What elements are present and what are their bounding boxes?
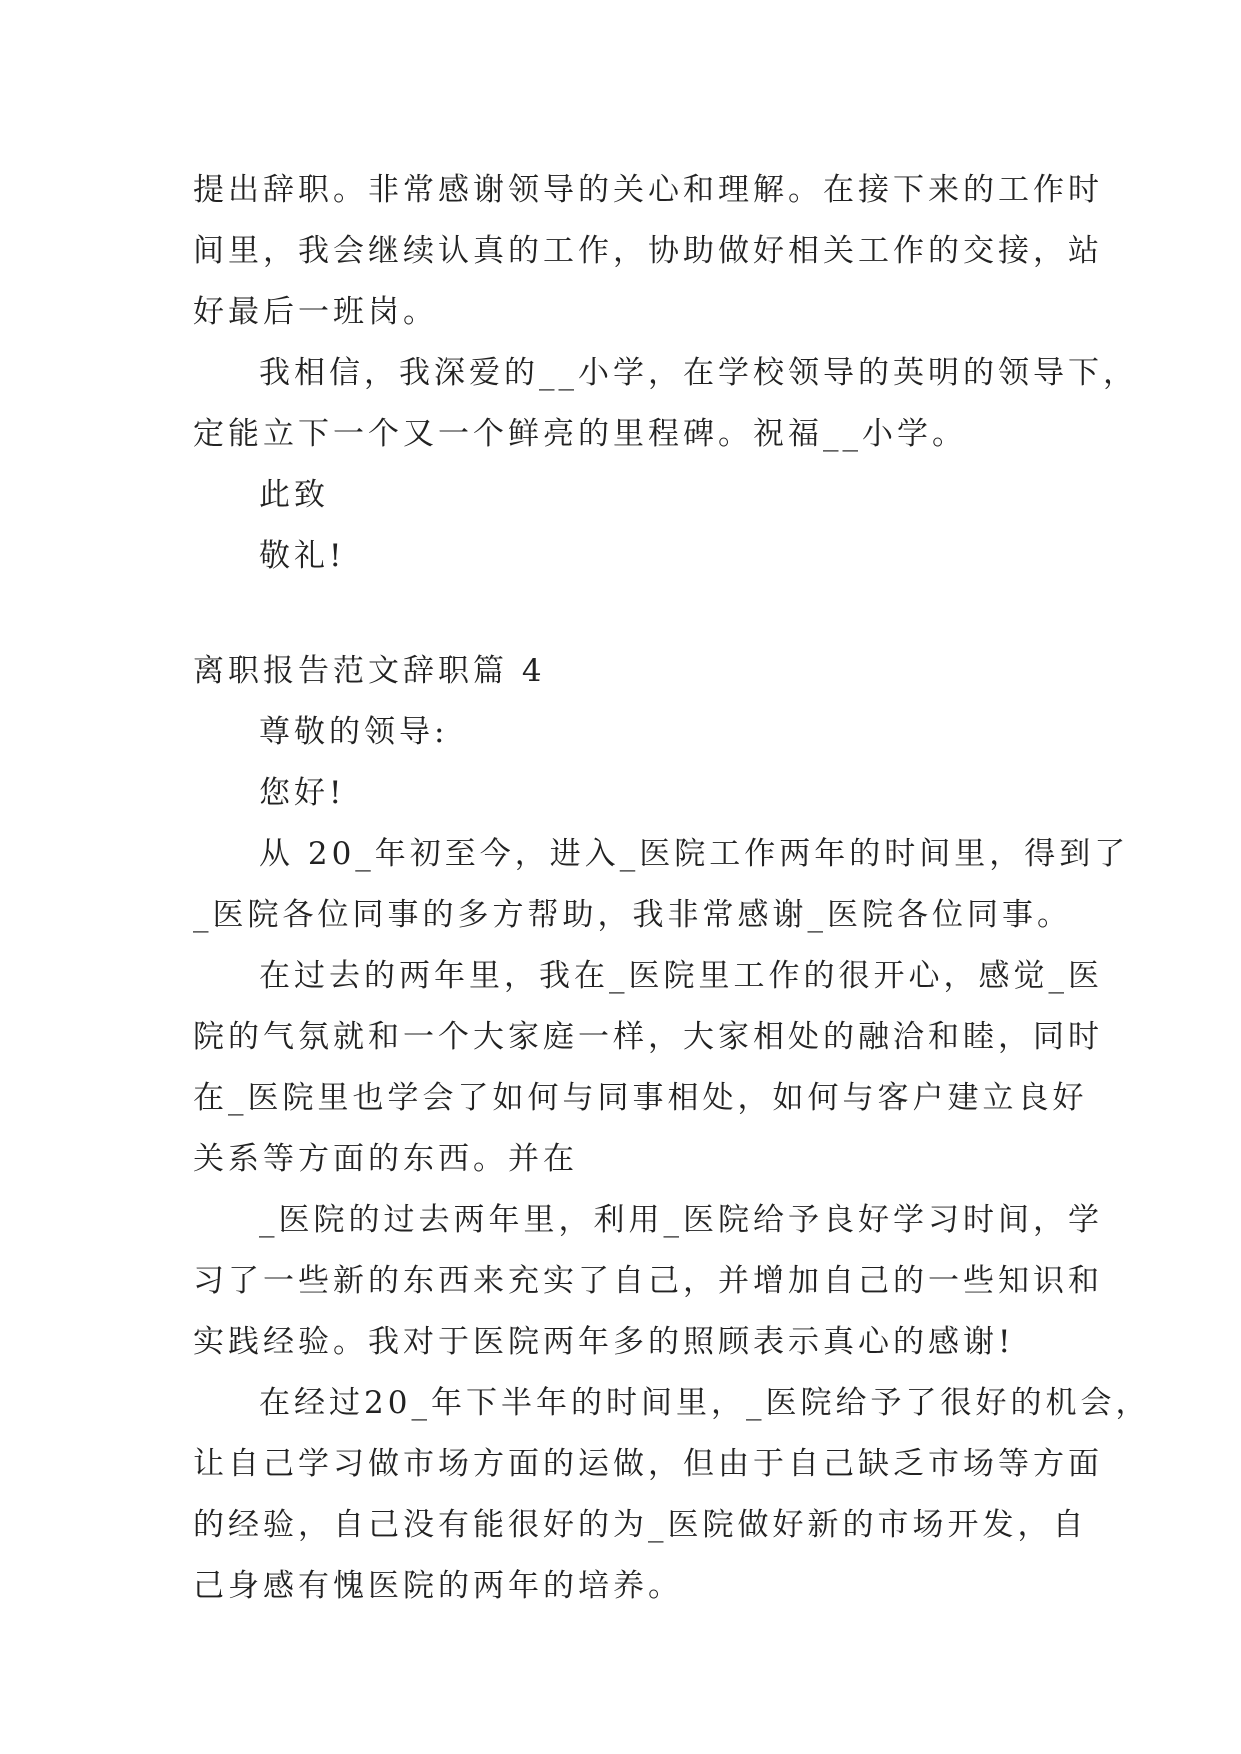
- text-line: 习了一些新的东西来充实了自己，并增加自己的一些知识和: [193, 1263, 1103, 1299]
- text-line: 院的气氛就和一个大家庭一样，大家相处的融洽和睦，同时: [193, 1019, 1103, 1055]
- paragraph-intro: [193, 824, 1130, 946]
- paragraph-market: [193, 1373, 1151, 1617]
- paragraph-experience: [193, 946, 1103, 1190]
- text-line: 好最后一班岗。: [193, 294, 438, 330]
- closing-line: 此致: [259, 477, 329, 513]
- text-line: 实践经验。我对于医院两年多的照顾表示真心的感谢!: [193, 1324, 1015, 1360]
- text-line: 在经过20_年下半年的时间里，_医院给予了很好的机会，: [259, 1385, 1151, 1421]
- paragraph-resignation-request: [193, 160, 1103, 343]
- closing-salute: 敬礼!: [259, 538, 346, 574]
- text-line: _医院的过去两年里，利用_医院给予良好学习时间，学: [259, 1202, 1103, 1238]
- text-line: 我相信，我深爱的__小学，在学校领导的英明的领导下，: [259, 355, 1138, 391]
- text-line: 在过去的两年里，我在_医院里工作的很开心，感觉_医: [259, 958, 1103, 994]
- text-line: 在_医院里也学会了如何与同事相处，如何与客户建立良好: [193, 1080, 1088, 1116]
- text-line: 关系等方面的东西。并在: [193, 1141, 578, 1177]
- text-line: 从 20_年初至今，进入_医院工作两年的时间里，得到了: [259, 836, 1130, 872]
- text-line: 的经验，自己没有能很好的为_医院做好新的市场开发，自: [193, 1507, 1088, 1543]
- text-line: _医院各位同事的多方帮助，我非常感谢_医院各位同事。: [193, 897, 1072, 933]
- paragraph-wishes: [193, 343, 1138, 465]
- text-line: 己身感有愧医院的两年的培养。: [193, 1568, 683, 1604]
- text-line: 让自己学习做市场方面的运做，但由于自己缺乏市场等方面: [193, 1446, 1103, 1482]
- text-line: 提出辞职。非常感谢领导的关心和理解。在接下来的工作时: [193, 172, 1103, 208]
- document-body: [193, 160, 1151, 1617]
- greeting: 您好!: [259, 775, 346, 811]
- section-gap: [193, 587, 1061, 641]
- text-line: 定能立下一个又一个鲜亮的里程碑。祝福__小学。: [193, 416, 967, 452]
- section-title: 离职报告范文辞职篇 4: [193, 653, 546, 689]
- salutation: 尊敬的领导:: [259, 714, 449, 750]
- text-line: 间里，我会继续认真的工作，协助做好相关工作的交接，站: [193, 233, 1103, 269]
- paragraph-learning: [193, 1190, 1103, 1373]
